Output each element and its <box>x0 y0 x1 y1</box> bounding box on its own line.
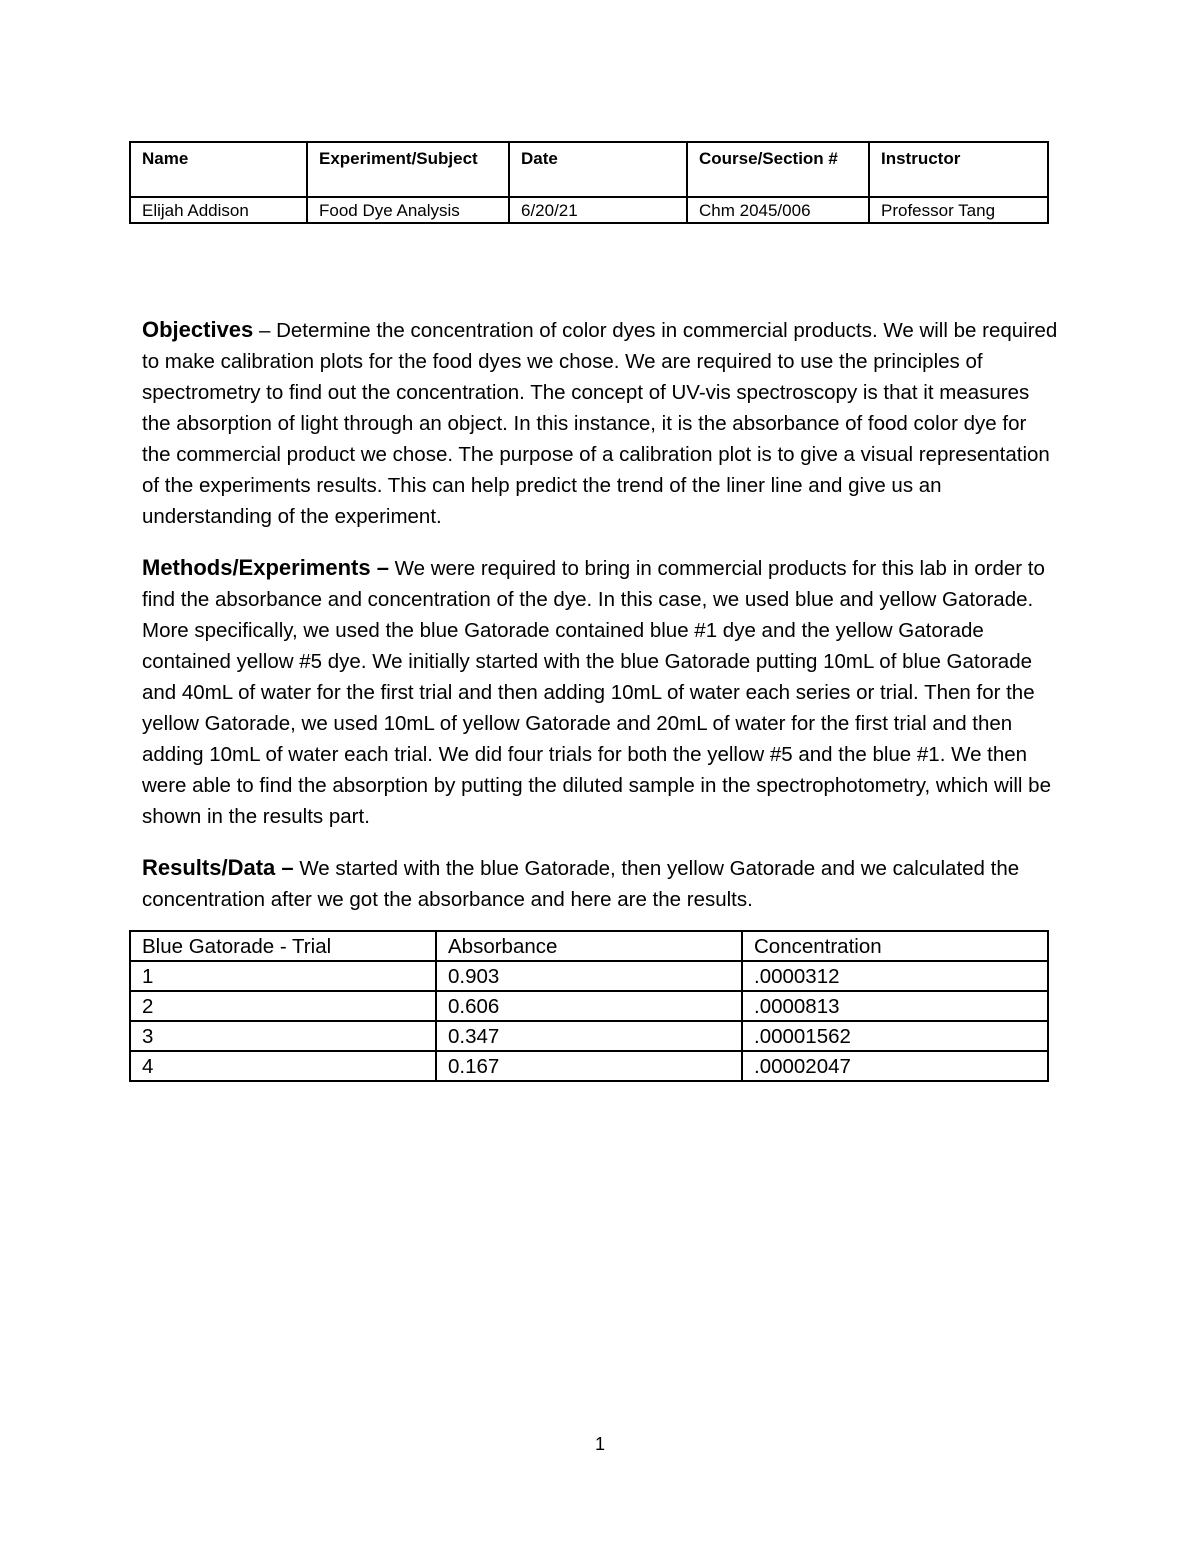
results-paragraph <box>142 852 1060 915</box>
absorbance-cell: 0.903 <box>436 961 742 991</box>
methods-paragraph <box>142 552 1060 832</box>
results-heading: Results/Data – <box>142 855 294 880</box>
methods-text: We were required to bring in commercial products for this lab in order to find the absorbance and concentration of the dye. In this case, we used blue and yellow Gatorade. More specifically, we used the blue Gatorade contained blue #1 dye and the yellow Gatorade contained yellow #5 dye. We initially started with the blue Gatorade putting 10mL of blue Gatorade and 40mL of water for the first trial and then adding 10mL of water each series or trial. Then for the yellow Gatorade, we used 10mL of yellow Gatorade and 20mL of water for the first trial and then adding 10mL of water each trial. We did four trials for both the yellow #5 and the blue #1. We then were able to find the absorption by putting the diluted sample in the spectrophotometry, which will be shown in the results part. <box>142 557 1051 828</box>
concentration-cell: .00002047 <box>742 1051 1048 1081</box>
methods-section <box>142 552 1060 832</box>
header-info-table <box>129 141 1049 224</box>
table-row <box>130 991 1048 1021</box>
table-row <box>130 1021 1048 1051</box>
objectives-paragraph <box>142 314 1060 532</box>
absorbance-cell: 0.167 <box>436 1051 742 1081</box>
trial-cell: 1 <box>130 961 436 991</box>
absorbance-cell: 0.347 <box>436 1021 742 1051</box>
experiment-subject-value: Food Dye Analysis <box>307 197 509 223</box>
name-value: Elijah Addison <box>130 197 307 223</box>
header-value-row <box>130 197 1048 223</box>
blue-gatorade-results-table <box>129 930 1049 1082</box>
instructor-value: Professor Tang <box>869 197 1048 223</box>
objectives-heading: Objectives <box>142 317 254 342</box>
table-row <box>130 1051 1048 1081</box>
course-section-value: Chm 2045/006 <box>687 197 869 223</box>
table-header-row <box>130 931 1048 961</box>
concentration-cell: .0000813 <box>742 991 1048 1021</box>
experiment-subject-label: Experiment/Subject <box>307 142 509 197</box>
header-label-row <box>130 142 1048 197</box>
results-text: We started with the blue Gatorade, then yellow Gatorade and we calculated the concentration after we got the absorbance and here are the results. <box>142 857 1020 911</box>
date-label: Date <box>509 142 687 197</box>
instructor-label: Instructor <box>869 142 1048 197</box>
concentration-column-header: Concentration <box>742 931 1048 961</box>
trial-cell: 4 <box>130 1051 436 1081</box>
table-row <box>130 961 1048 991</box>
absorbance-column-header: Absorbance <box>436 931 742 961</box>
name-label: Name <box>130 142 307 197</box>
concentration-cell: .0000312 <box>742 961 1048 991</box>
trial-cell: 3 <box>130 1021 436 1051</box>
page-number: 1 <box>594 1434 605 1454</box>
methods-heading: Methods/Experiments – <box>142 555 389 580</box>
date-value: 6/20/21 <box>509 197 687 223</box>
concentration-cell: .00001562 <box>742 1021 1048 1051</box>
trial-column-header: Blue Gatorade - Trial <box>130 931 436 961</box>
absorbance-cell: 0.606 <box>436 991 742 1021</box>
results-section <box>142 852 1060 915</box>
trial-cell: 2 <box>130 991 436 1021</box>
objectives-text: – Determine the concentration of color dyes in commercial products. We will be required to make calibration plots for the food dyes we chose. We are required to use the principles of spectrometry to find out the concentration. The concept of UV-vis spectroscopy is that it measures the absorption of light through an object. In this instance, it is the absorbance of food color dye for the commercial product we chose. The purpose of a calibration plot is to give a visual representation of the experiments results. This can help predict the trend of the liner line and give us an understanding of the experiment. <box>142 319 1058 528</box>
course-section-label: Course/Section # <box>687 142 869 197</box>
objectives-section <box>142 314 1060 532</box>
